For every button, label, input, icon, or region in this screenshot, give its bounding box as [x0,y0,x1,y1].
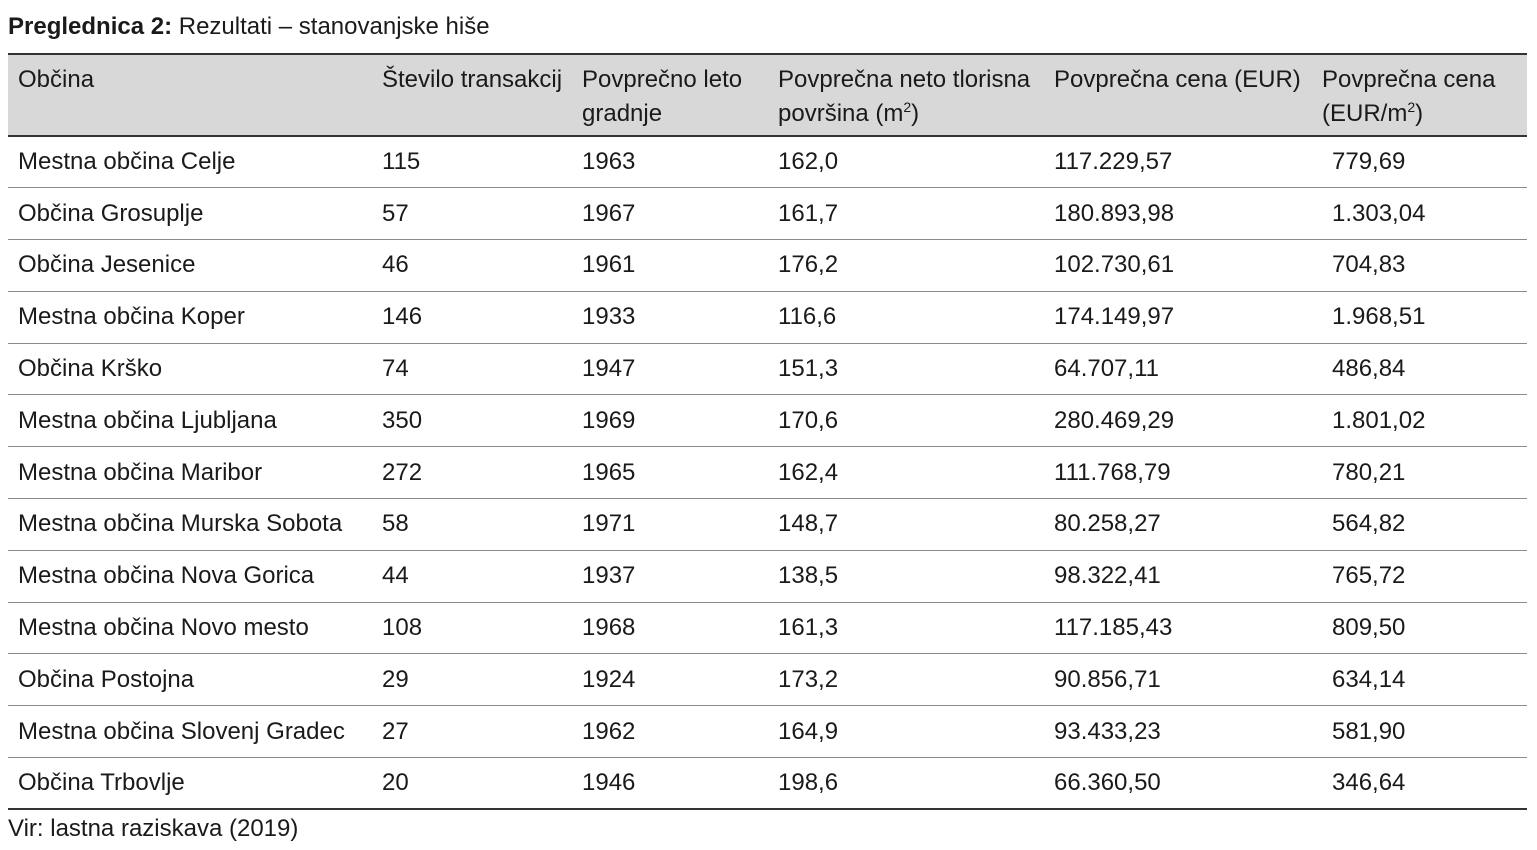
cell-build-year: 1969 [572,395,768,447]
cell-avg-price: 66.360,50 [1044,758,1312,810]
column-header-build-year: Povprečno leto gradnje [572,54,768,136]
cell-avg-price: 90.856,71 [1044,654,1312,706]
cell-price-per-m2: 765,72 [1312,550,1527,602]
caption-label: Preglednica 2: [8,13,173,40]
caption-title: Rezultati – stanovanjske hiše [178,13,490,40]
cell-municipality: Mestna občina Celje [8,136,372,188]
cell-price-per-m2: 704,83 [1312,240,1527,292]
cell-floor-area: 173,2 [768,654,1044,706]
results-table [8,53,1527,810]
column-header-floor-area: Povprečna neto tlorisna površina $(m^2)$ [768,54,1044,136]
cell-build-year: 1962 [572,706,768,758]
cell-transactions: 27 [372,706,572,758]
table-caption [8,12,490,42]
cell-price-per-m2: 564,82 [1312,499,1527,551]
cell-build-year: 1946 [572,758,768,810]
cell-transactions: 108 [372,602,572,654]
cell-build-year: 1963 [572,136,768,188]
cell-municipality: Občina Trbovlje [8,758,372,810]
cell-build-year: 1965 [572,447,768,499]
cell-avg-price: 117.185,43 [1044,602,1312,654]
cell-municipality: Mestna občina Nova Gorica [8,550,372,602]
table-row [8,188,1527,240]
cell-build-year: 1968 [572,602,768,654]
cell-avg-price: 98.322,41 [1044,550,1312,602]
table-row [8,447,1527,499]
table-row [8,240,1527,292]
cell-floor-area: 116,6 [768,291,1044,343]
cell-avg-price: 111.768,79 [1044,447,1312,499]
cell-floor-area: 170,6 [768,395,1044,447]
table-row [8,395,1527,447]
cell-municipality: Mestna občina Slovenj Gradec [8,706,372,758]
cell-floor-area: 138,5 [768,550,1044,602]
cell-municipality: Mestna občina Novo mesto [8,602,372,654]
table-row [8,291,1527,343]
table-row [8,758,1527,810]
table-row [8,602,1527,654]
cell-transactions: 44 [372,550,572,602]
cell-avg-price: 280.469,29 [1044,395,1312,447]
cell-municipality: Mestna občina Murska Sobota [8,499,372,551]
cell-build-year: 1967 [572,188,768,240]
cell-transactions: 57 [372,188,572,240]
cell-municipality: Občina Jesenice [8,240,372,292]
cell-build-year: 1933 [572,291,768,343]
cell-municipality: Mestna občina Maribor [8,447,372,499]
cell-price-per-m2: 780,21 [1312,447,1527,499]
cell-transactions: 58 [372,499,572,551]
cell-avg-price: 64.707,11 [1044,343,1312,395]
cell-build-year: 1937 [572,550,768,602]
cell-price-per-m2: 346,64 [1312,758,1527,810]
cell-build-year: 1924 [572,654,768,706]
cell-price-per-m2: 1.968,51 [1312,291,1527,343]
cell-price-per-m2: 1.303,04 [1312,188,1527,240]
cell-floor-area: 161,7 [768,188,1044,240]
column-header-transactions: Število transakcij [372,54,572,136]
table-row [8,136,1527,188]
cell-avg-price: 117.229,57 [1044,136,1312,188]
cell-transactions: 146 [372,291,572,343]
cell-floor-area: 148,7 [768,499,1044,551]
header-row [8,54,1527,136]
cell-municipality: Občina Krško [8,343,372,395]
cell-floor-area: 198,6 [768,758,1044,810]
cell-transactions: 46 [372,240,572,292]
cell-floor-area: 161,3 [768,602,1044,654]
cell-municipality: Mestna občina Koper [8,291,372,343]
cell-transactions: 115 [372,136,572,188]
table-row [8,654,1527,706]
cell-transactions: 20 [372,758,572,810]
cell-avg-price: 174.149,97 [1044,291,1312,343]
cell-transactions: 74 [372,343,572,395]
cell-transactions: 272 [372,447,572,499]
source-note: Vir: lastna raziskava (2019) [8,815,299,842]
cell-price-per-m2: 634,14 [1312,654,1527,706]
cell-price-per-m2: 809,50 [1312,602,1527,654]
cell-avg-price: 102.730,61 [1044,240,1312,292]
cell-build-year: 1971 [572,499,768,551]
column-header-price-per-m2: Povprečna cena $(EUR/m^2)$ [1312,54,1527,136]
cell-price-per-m2: 1.801,02 [1312,395,1527,447]
cell-price-per-m2: 581,90 [1312,706,1527,758]
cell-build-year: 1947 [572,343,768,395]
column-header-municipality: Občina [8,54,372,136]
cell-municipality: Občina Grosuplje [8,188,372,240]
cell-floor-area: 162,0 [768,136,1044,188]
cell-floor-area: 164,9 [768,706,1044,758]
cell-avg-price: 80.258,27 [1044,499,1312,551]
cell-avg-price: 180.893,98 [1044,188,1312,240]
cell-price-per-m2: 779,69 [1312,136,1527,188]
table-row [8,499,1527,551]
table-row [8,706,1527,758]
cell-transactions: 29 [372,654,572,706]
table-row [8,550,1527,602]
cell-avg-price: 93.433,23 [1044,706,1312,758]
cell-transactions: 350 [372,395,572,447]
table-row [8,343,1527,395]
cell-municipality: Občina Postojna [8,654,372,706]
column-header-avg-price: Povprečna cena (EUR) [1044,54,1312,136]
cell-price-per-m2: 486,84 [1312,343,1527,395]
cell-floor-area: 176,2 [768,240,1044,292]
cell-municipality: Mestna občina Ljubljana [8,395,372,447]
cell-build-year: 1961 [572,240,768,292]
cell-floor-area: 162,4 [768,447,1044,499]
cell-floor-area: 151,3 [768,343,1044,395]
